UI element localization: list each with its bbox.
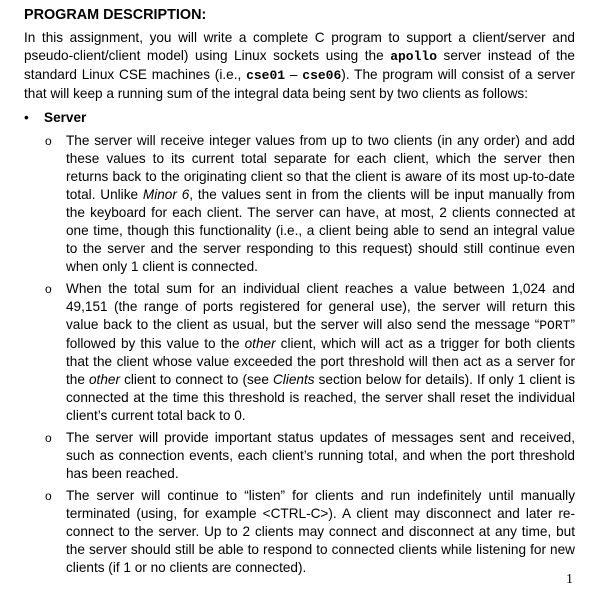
intro-paragraph <box>24 29 575 103</box>
intro-text-1: In this assignment, you will write a complete C program to support a client/server and pseudo-client/client model) using Linux sockets using the <box>24 30 575 63</box>
item-2-text-b: ” followed by this value to the <box>66 317 575 351</box>
list-item <box>24 429 575 483</box>
item-2-text-a: When the total sum for an individual client reaches a value between 1,024 and 49,151 (the range of ports registered for general use), the server will return this value back to the client as usual, but the server will also send the message “ <box>66 281 575 332</box>
apollo-server-name: apollo <box>390 49 437 64</box>
section-heading: PROGRAM DESCRIPTION: <box>24 7 207 23</box>
port-message-keyword: PORT <box>539 318 571 333</box>
intro-text-3: ). The program will consist of a server that will keep a running sum of the integral data being sent by two clients as follows: <box>24 67 575 101</box>
server-bullet-label: Server <box>44 110 87 125</box>
intro-dash: – <box>285 67 303 82</box>
sub-bullet-glyph: o <box>45 489 52 503</box>
item-2-text-e: section below for details). If only 1 client is connected at the time this threshold is reached, the server shall reset the individual client’s current total back to 0. <box>66 372 575 423</box>
item-2-text-c: client, which will act as a trigger for both clients that the client whose value exceeded the port threshold will then act as a server for the <box>66 336 575 387</box>
page-number: 1 <box>566 572 573 587</box>
item-2-clients-ref: Clients <box>272 372 315 387</box>
list-item <box>24 280 575 425</box>
list-item-text: The server will continue to “listen” for clients and run indefinitely until manually terminated (using, for example <CTRL-C>). A client may disconnect and later re-connect to the server. Up to 2 clients may connect and disconnect at any time, but the server should still be able to respond to connected clients while listening for new clients (if 1 or no clients are connected). <box>66 488 575 575</box>
machine-name-cse01: cse01 <box>246 68 286 83</box>
list-item <box>24 487 575 577</box>
list-item-text <box>66 132 575 276</box>
list-item <box>24 132 575 276</box>
machine-name-cse06: cse06 <box>302 68 342 83</box>
item-1-minor-6: Minor 6 <box>142 187 190 202</box>
sub-bullet-glyph: o <box>45 134 52 148</box>
bullet-glyph: • <box>24 110 29 125</box>
list-item-text <box>66 280 575 425</box>
item-1-text-b: , the values sent in from the clients will be input manually from the keyboard for each client. The server can have, at most, 2 clients connected at one time, though this functionality (i.e., a client being able to send an integral value to the server and the server responding to this request) should still continue even when only 1 client is connected. <box>66 187 575 274</box>
document-page <box>24 6 575 581</box>
server-requirements-list <box>24 132 575 577</box>
list-item-text: The server will provide important status updates of messages sent and received, such as connection events, each client’s running total, and when the port threshold has been reached. <box>66 430 575 481</box>
sub-bullet-glyph: o <box>45 282 52 296</box>
intro-text-2: server instead of the standard Linux CSE machines (i.e., <box>24 48 575 82</box>
sub-bullet-glyph: o <box>45 431 52 445</box>
item-2-text-d: client to connect to (see <box>119 372 273 387</box>
server-bullet <box>24 109 575 127</box>
item-2-other-2: other <box>89 372 120 387</box>
item-1-text-a: The server will receive integer values from up to two clients (in any order) and add these values to its current total separate for each client, which the server then returns back to the originating client so that the client is aware of its most up-to-date total. Unlike <box>66 133 575 202</box>
item-2-other-1: other <box>244 336 276 351</box>
